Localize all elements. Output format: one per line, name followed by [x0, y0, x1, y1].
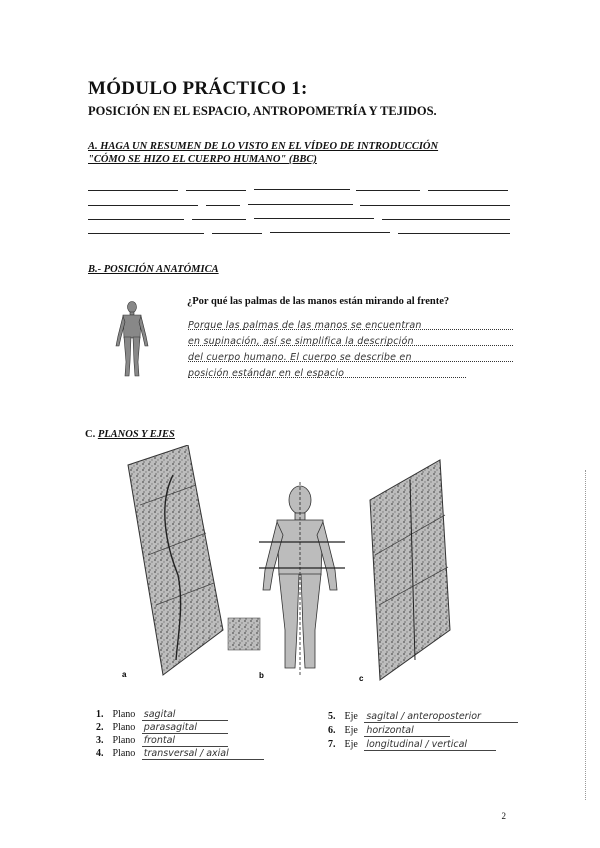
eje-answer: longitudinal / vertical [364, 739, 496, 751]
writing-line [192, 219, 246, 220]
answer-text: del cuerpo humano. El cuerpo se describe en [188, 352, 412, 363]
figure-label: c [359, 674, 364, 683]
answer-text: posición estándar en el espacio [188, 368, 345, 379]
section-c-heading [85, 429, 175, 440]
list-label: Plano [112, 735, 136, 746]
answer-line [188, 363, 466, 378]
list-item [328, 725, 518, 739]
list-number: 3. [96, 735, 104, 746]
writing-line [212, 233, 262, 234]
answer-line [188, 347, 513, 362]
writing-line [88, 219, 184, 220]
list-number: 5. [328, 711, 336, 722]
section-c-title: PLANOS Y EJES [97, 429, 175, 440]
section-b-question: ¿Por qué las palmas de las manos están mirando al frente? [187, 296, 450, 307]
page-number: 2 [501, 811, 506, 821]
plano-answer: parasagital [142, 722, 228, 734]
list-label: Eje [344, 711, 358, 722]
section-a-heading-line1: A. HAGA UN RESUMEN DE LO VISTO EN EL VÍDEO DE INTRODUCCIÓN [88, 141, 439, 152]
list-label: Plano [112, 748, 136, 759]
writing-line [248, 204, 353, 205]
list-item [328, 739, 518, 753]
list-number: 4. [96, 748, 104, 759]
figure-a-sagittal-plane [118, 445, 228, 680]
writing-line [428, 190, 508, 191]
writing-line [270, 232, 390, 233]
writing-line [186, 190, 246, 191]
list-label: Eje [344, 725, 358, 736]
eje-answer: sagital / anteroposterior [364, 711, 518, 723]
section-c-prefix: C. [85, 429, 96, 440]
page-subtitle: POSICIÓN EN EL ESPACIO, ANTROPOMETRÍA Y TEJIDOS. [88, 104, 437, 118]
writing-line [356, 190, 420, 191]
list-label: Plano [112, 709, 136, 720]
planos-list [96, 709, 264, 761]
answer-text: en supinación, así se simplifica la descripción [188, 336, 414, 347]
writing-line [206, 205, 240, 206]
list-item [96, 709, 264, 722]
scan-edge [585, 470, 586, 800]
ejes-list [328, 711, 518, 753]
list-item [328, 711, 518, 725]
writing-line [254, 189, 350, 190]
plano-answer: frontal [142, 735, 228, 747]
writing-line [254, 218, 374, 219]
list-item [96, 735, 264, 748]
list-number: 1. [96, 709, 104, 720]
writing-line [382, 219, 510, 220]
figure-label: b [259, 671, 264, 680]
list-label: Eje [344, 739, 358, 750]
writing-line [88, 190, 178, 191]
anatomical-position-figure [108, 300, 156, 380]
answer-line [188, 331, 513, 346]
figure-b-body-planes [255, 480, 350, 680]
eje-answer: horizontal [364, 725, 450, 737]
figure-c-frontal-plane [355, 455, 460, 685]
list-number: 7. [328, 739, 336, 750]
answer-line [188, 315, 513, 330]
list-item [96, 722, 264, 735]
figure-label: a [122, 670, 127, 679]
page-title: MÓDULO PRÁCTICO 1: [88, 78, 308, 99]
section-b-heading: B.- POSICIÓN ANATÓMICA [88, 264, 219, 275]
answer-text: Porque las palmas de las manos se encuentran [188, 320, 422, 331]
list-label: Plano [112, 722, 136, 733]
plano-answer: transversal / axial [142, 748, 264, 760]
writing-line [88, 205, 198, 206]
list-number: 6. [328, 725, 336, 736]
writing-line [88, 233, 204, 234]
section-a-heading-line2: "CÓMO SE HIZO EL CUERPO HUMANO" (BBC) [88, 154, 317, 165]
list-number: 2. [96, 722, 104, 733]
writing-line [398, 233, 510, 234]
writing-line [360, 205, 510, 206]
list-item [96, 748, 264, 761]
plano-answer: sagital [142, 709, 228, 721]
